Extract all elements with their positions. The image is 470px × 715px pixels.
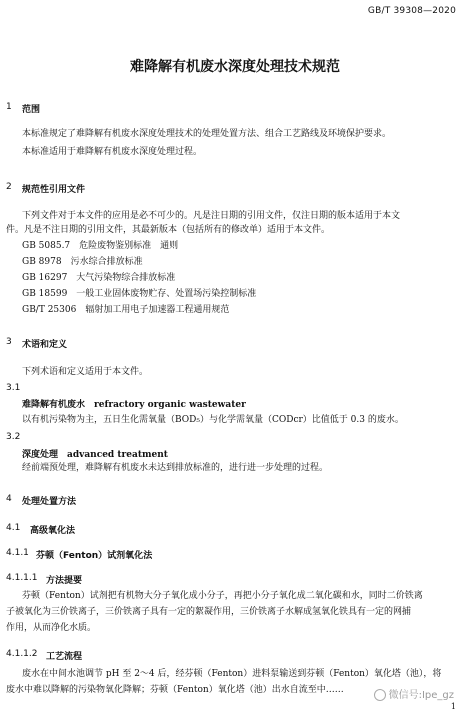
section-1-title: 范围 <box>22 105 41 115</box>
section-4-title: 处理处置方法 <box>22 497 77 507</box>
reference-item: GB 16297 大气污染物综合排放标准 <box>22 273 176 283</box>
section-2-number: 2 <box>6 182 12 192</box>
reference-item: GB 5085.7 危险废物鉴别标准 通则 <box>22 241 179 251</box>
section-3-title: 术语和定义 <box>22 340 68 350</box>
method-summary-line-3: 作用，从而净化水质。 <box>6 623 97 633</box>
section-3-intro: 下列术语和定义适用于本文件。 <box>22 367 149 377</box>
section-4-1-number: 4.1 <box>6 523 21 533</box>
wechat-icon <box>374 689 386 701</box>
section-4-1-1-1-number: 4.1.1.1 <box>6 573 38 583</box>
term-3-1: 难降解有机废水 refractory organic wastewater <box>22 400 246 410</box>
section-4-1-1-number: 4.1.1 <box>6 548 29 558</box>
section-2-intro-line-1: 下列文件对于本文件的应用是必不可少的。凡是注日期的引用文件，仅注日期的版本适用于本文 <box>22 211 401 221</box>
watermark: 微信号:Ipe_gz <box>374 686 454 701</box>
term-3-2: 深度处理 advanced treatment <box>22 450 168 460</box>
process-flow-line-2: 废水中难以降解的污染物氧化降解；芬顿（Fenton）氧化塔（池）出水自流至中…… <box>6 685 344 695</box>
method-summary-line-1: 芬顿（Fenton）试剂把有机物大分子氧化成小分子，再把小分子氧化成二氧化碳和水，同时二价铁离 <box>22 591 423 601</box>
page-number: 1 <box>450 702 456 711</box>
term-3-1-definition: 以有机污染物为主，五日生化需氧量（BOD₅）与化学需氧量（CODcr）比值低于 0.3 的废水。 <box>22 415 404 425</box>
term-3-2-number: 3.2 <box>6 432 21 442</box>
section-4-1-1-2-title: 工艺流程 <box>46 652 83 662</box>
section-3-number: 3 <box>6 337 12 347</box>
method-summary-line-2: 子被氧化为三价铁离子，三价铁离子具有一定的絮凝作用，三价铁离子水解成氢氧化铁具有一定的网捕 <box>6 607 412 617</box>
reference-item: GB/T 25306 辐射加工用电子加速器工程通用规范 <box>22 305 230 315</box>
section-4-1-title: 高级氧化法 <box>30 526 76 536</box>
standard-code-header: GB/T 39308—2020 <box>367 6 456 16</box>
section-4-1-1-title: 芬顿（Fenton）试剂氧化法 <box>36 551 153 561</box>
section-2-intro-line-2: 件。凡是不注日期的引用文件，其最新版本（包括所有的修改单）适用于本文件。 <box>6 225 331 235</box>
section-4-1-1-2-number: 4.1.1.2 <box>6 649 38 659</box>
term-3-1-number: 3.1 <box>6 383 21 393</box>
term-3-2-definition: 经前端预处理，难降解有机废水未达到排放标准的，进行进一步处理的过程。 <box>22 463 329 473</box>
section-4-number: 4 <box>6 494 12 504</box>
section-2-title: 规范性引用文件 <box>22 185 86 195</box>
reference-item: GB 8978 污水综合排放标准 <box>22 257 143 267</box>
section-1-number: 1 <box>6 102 12 112</box>
reference-item: GB 18599 一般工业固体废物贮存、处置场污染控制标准 <box>22 289 257 299</box>
section-1-para-2: 本标准适用于难降解有机废水深度处理过程。 <box>22 147 203 157</box>
document-title: 难降解有机废水深度处理技术规范 <box>130 59 340 75</box>
process-flow-line-1: 废水在中间水池调节 pH 至 2～4 后，经芬顿（Fenton）进料泵输送到芬顿（Fenton）氧化塔（池），将 <box>22 669 442 679</box>
section-4-1-1-1-title: 方法提要 <box>46 576 83 586</box>
section-1-para-1: 本标准规定了难降解有机废水深度处理技术的处理处置方法、组合工艺路线及环境保护要求。 <box>22 129 392 139</box>
